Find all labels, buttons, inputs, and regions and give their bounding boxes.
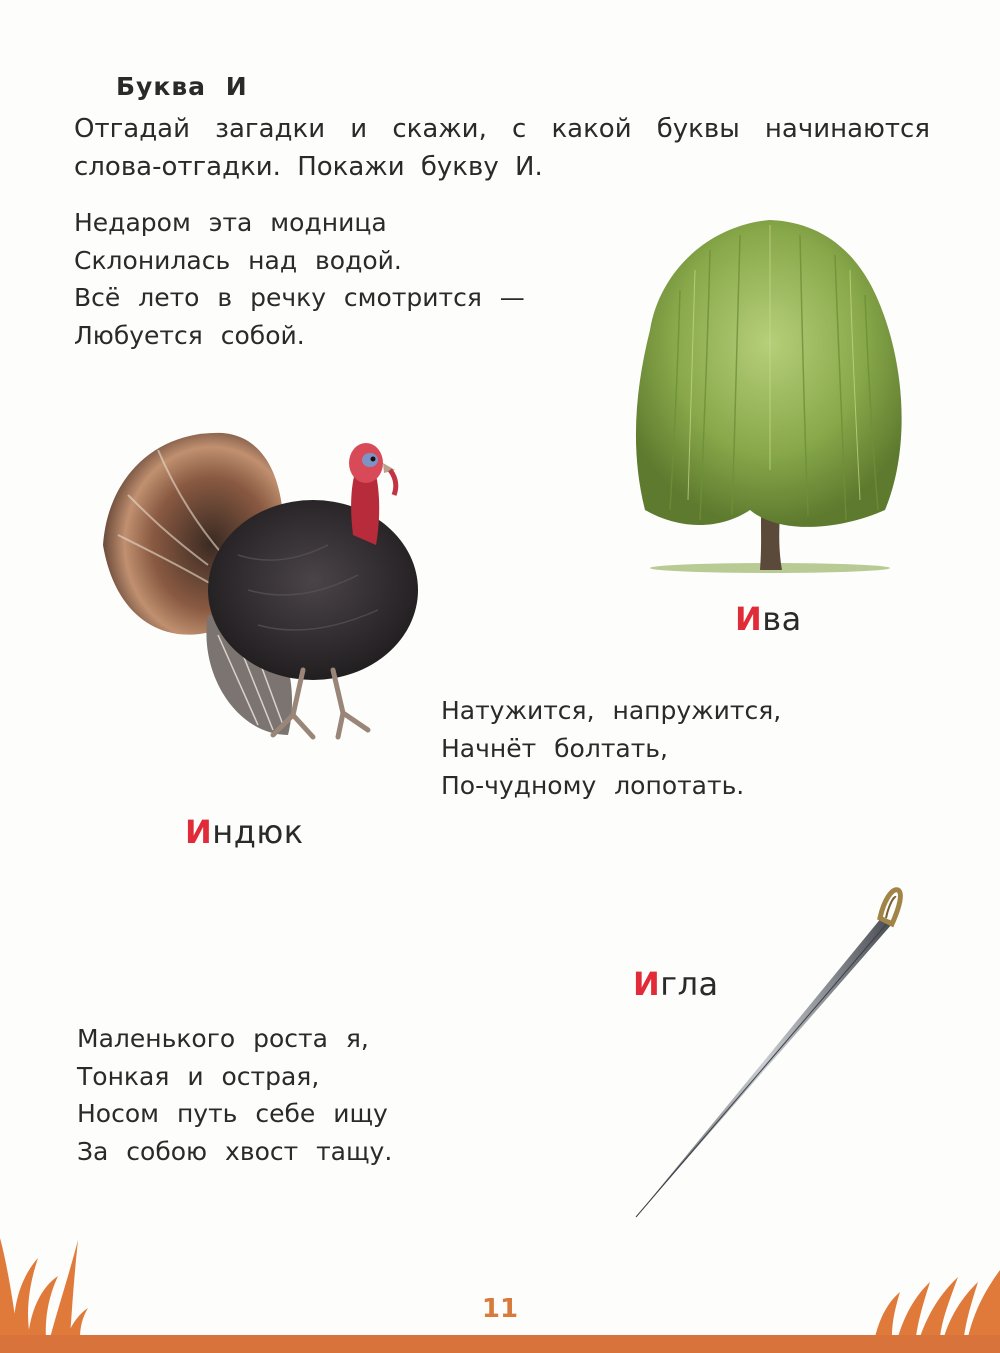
answer-first-letter: И bbox=[633, 965, 661, 1003]
answer-rest: гла bbox=[660, 965, 719, 1003]
riddle-line: Недаром эта модница bbox=[74, 208, 387, 237]
answer-first-letter: И bbox=[735, 600, 763, 638]
answer-iva bbox=[735, 600, 802, 638]
riddle-line: Всё лето в речку смотрится — bbox=[74, 283, 525, 312]
answer-rest: ва bbox=[762, 600, 802, 638]
riddle-line: За собою хвост тащу. bbox=[77, 1136, 393, 1166]
riddle-willow bbox=[74, 204, 525, 354]
intro-text bbox=[74, 110, 930, 186]
riddle-line: По-чудному лопотать. bbox=[441, 771, 745, 800]
riddle-line: Любуется собой. bbox=[74, 320, 305, 350]
intro-line-2: слова-отгадки. Покажи букву И. bbox=[74, 152, 543, 182]
answer-first-letter: И bbox=[185, 813, 213, 851]
riddle-line: Начнёт болтать, bbox=[441, 733, 668, 763]
riddle-line: Склонилась над водой. bbox=[74, 245, 402, 275]
riddle-line: Маленького роста я, bbox=[77, 1024, 369, 1053]
riddle-needle bbox=[77, 1020, 392, 1170]
riddle-line: Тонкая и острая, bbox=[77, 1061, 320, 1091]
answer-rest: ндюк bbox=[212, 813, 304, 851]
riddle-line: Носом путь себе ищу bbox=[77, 1099, 388, 1128]
page-heading: Буква И bbox=[116, 72, 248, 101]
riddle-line: Натужится, напружится, bbox=[441, 696, 782, 725]
riddle-turkey bbox=[441, 692, 781, 805]
bottom-bar bbox=[0, 1335, 1000, 1353]
answer-indyuk bbox=[185, 813, 304, 851]
turkey-illustration bbox=[98, 425, 438, 755]
page-number: 11 bbox=[481, 1294, 519, 1324]
intro-line-1: Отгадай загадки и скажи, с какой буквы начинаются bbox=[74, 114, 930, 144]
willow-tree-illustration bbox=[620, 210, 920, 570]
needle-illustration bbox=[630, 882, 910, 1222]
